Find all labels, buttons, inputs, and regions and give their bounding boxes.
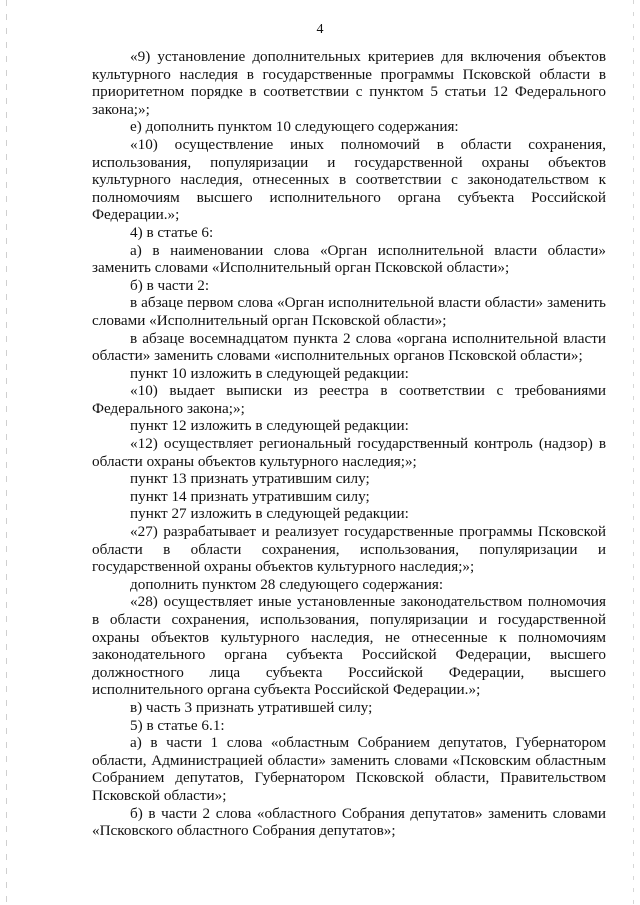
paragraph: в) часть 3 признать утратившей силу; (130, 698, 373, 716)
paragraph: пункт 13 признать утратившим силу; (130, 470, 370, 488)
paragraph: пункт 12 изложить в следующей редакции: (130, 417, 409, 435)
paragraph: б) в части 2 слова «областного Собрания депутатов» заменить словами «Псковского областного Собрания депутатов»; (92, 804, 606, 840)
paragraph: «9) установление дополнительных критериев для включения объектов культурного наследия в государственные программы Псковской области в приоритетном порядке в соответствии с пунктом 5 статьи 12 Федерального закона;»; (92, 48, 606, 118)
paragraph: а) в наименовании слова «Орган исполнительной власти области» заменить словами «Исполнительный орган Псковской области»; (92, 241, 606, 277)
paragraph: 5) в статье 6.1: (130, 716, 225, 734)
paragraph: е) дополнить пунктом 10 следующего содержания: (130, 118, 459, 136)
paragraph: а) в части 1 слова «областным Собранием депутатов, Губернатором области, Администрацией области» заменить словами «Псковским областным Собранием депутатов, Губернатором Псковской области, Правительством Псковской области»; (92, 734, 606, 804)
paragraph: дополнить пунктом 28 следующего содержания: (130, 575, 444, 593)
paragraph: пункт 10 изложить в следующей редакции: (130, 364, 409, 382)
page-number: 4 (316, 22, 324, 37)
paragraph: б) в части 2: (130, 276, 210, 294)
paragraph: «10) выдает выписки из реестра в соответствии с требованиями Федерального закона;»; (92, 382, 606, 417)
paragraph: пункт 14 признать утратившим силу; (130, 487, 370, 505)
paragraph: «28) осуществляет иные установленные законодательством полномочия в области сохранения, использования, популяризации и государственной охраны объектов культурного наследия, не отнесенные к полномочиям законодательного органа субъекта Российской Федерации, высшего должностного лица субъекта Российской Федерации, высшего исполнительного органа субъекта Российской Федерации.»; (92, 593, 606, 699)
paragraph: «27) разрабатывает и реализует государственные программы Псковской области в области сохранения, использования, популяризации и государственной охраны объектов культурного наследия;»; (92, 523, 606, 576)
paragraph: 4) в статье 6: (130, 223, 214, 241)
document-body (92, 48, 606, 840)
scan-edge-left (6, 0, 7, 905)
paragraph: в абзаце восемнадцатом пункта 2 слова «органа исполнительной власти области» заменить словами «исполнительных органов Псковской области»; (92, 329, 606, 365)
paragraph: «10) осуществление иных полномочий в области сохранения, использования, популяризации и государственной охраны объектов культурного наследия, отнесенных в соответствии с законодательством к полномочиям высшего исполнительного органа субъекта Российской Федерации.»; (92, 135, 606, 224)
scan-edge-right (633, 0, 634, 905)
paragraph: в абзаце первом слова «Орган исполнительной власти области» заменить словами «Исполнительный орган Псковской области»; (92, 294, 606, 329)
paragraph: пункт 27 изложить в следующей редакции: (130, 505, 409, 523)
paragraph: «12) осуществляет региональный государственный контроль (надзор) в области охраны объектов культурного наследия;»; (92, 435, 606, 470)
